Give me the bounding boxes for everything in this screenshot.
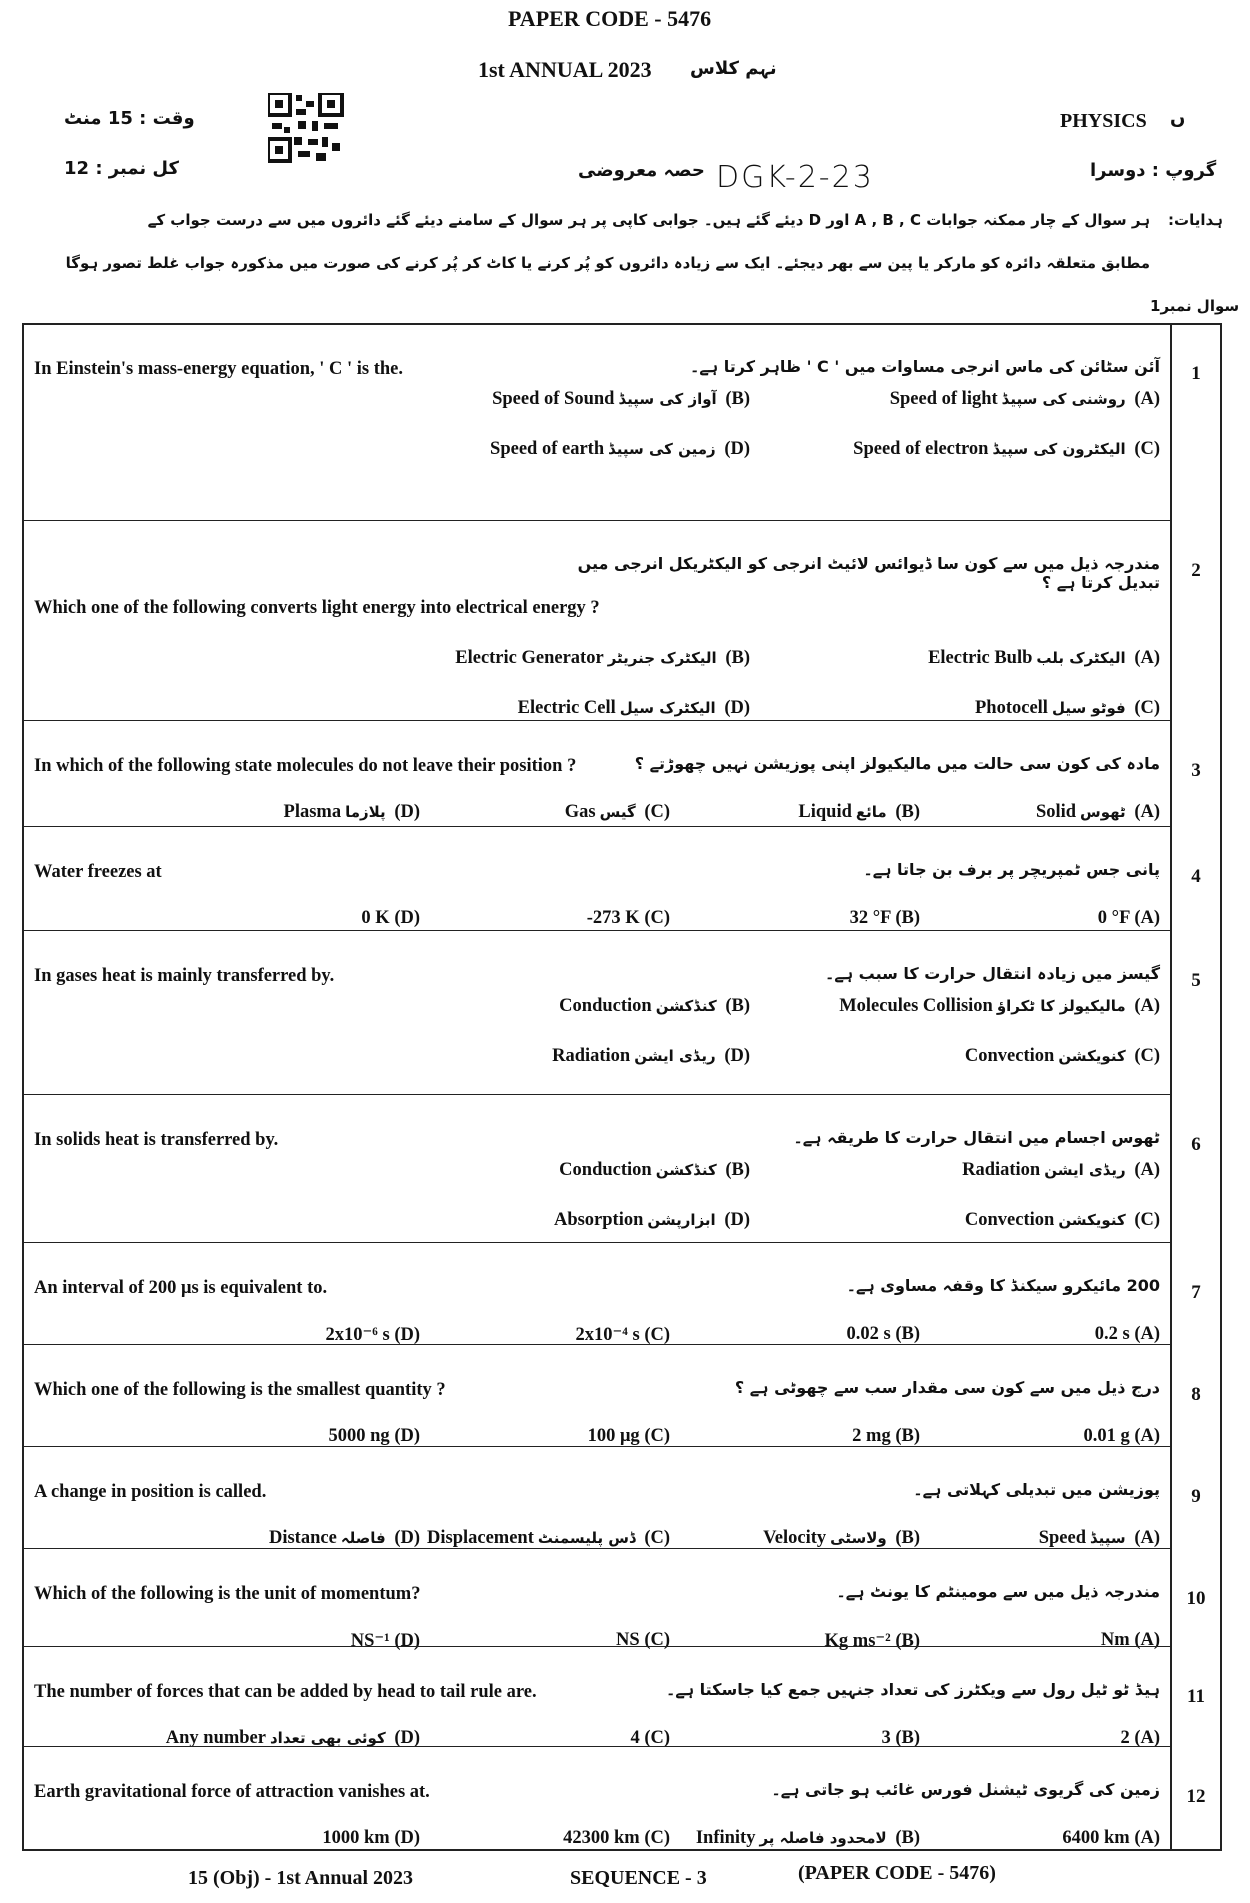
option-d: NS⁻¹ (D) <box>350 1631 420 1651</box>
row-divider <box>22 1094 1172 1095</box>
option-b: 2 mg (B) <box>852 1426 920 1446</box>
option-c: Displacement ڈس پلیسمنٹ (C) <box>427 1528 670 1548</box>
option-d: Speed of earth زمین کی سپیڈ (D) <box>490 439 750 459</box>
option-b: 3 (B) <box>881 1728 920 1748</box>
question-text-english: In gases heat is mainly transferred by. <box>34 966 335 986</box>
option-d: Electric Cell الیکٹرک سیل (D) <box>517 698 750 718</box>
option-c: Speed of electron الیکٹرون کی سپیڈ (C) <box>853 439 1160 459</box>
question-text-english: In solids heat is transferred by. <box>34 1130 279 1150</box>
subject-label: PHYSICS <box>1060 110 1147 132</box>
option-a: 6400 km (A) <box>1062 1828 1160 1848</box>
question-text-urdu: زمین کی گریوی ٹیشنل فورس غائب ہو جاتی ہے۔ <box>771 1780 1160 1799</box>
option-c: NS (C) <box>616 1630 670 1650</box>
question-text-english: Water freezes at <box>34 862 162 882</box>
qr-code-icon <box>268 93 344 163</box>
option-c: Convection کنویکشن (C) <box>964 1046 1160 1066</box>
question-text-english: Earth gravitational force of attraction vanishes at. <box>34 1782 430 1802</box>
option-c: Gas گیس (C) <box>564 802 670 822</box>
time-label: وقت : 15 منٹ <box>64 108 195 129</box>
number-column-divider <box>1170 323 1172 1851</box>
option-c: Convection کنویکشن (C) <box>964 1210 1160 1230</box>
question-number: 11 <box>1187 1686 1205 1707</box>
option-d: Plasma پلازما (D) <box>283 802 420 822</box>
option-a: Electric Bulb الیکٹرک بلب (A) <box>928 648 1160 668</box>
handwritten-code: DGK-2-23 <box>716 160 874 195</box>
question-number: 9 <box>1191 1486 1201 1507</box>
option-d: 5000 ng (D) <box>328 1426 420 1446</box>
subject-label-urdu: ں <box>1170 108 1186 129</box>
row-divider <box>22 930 1172 931</box>
question-text-urdu: مندرجہ ذیل میں سے کون سا ڈیوائس لائیٹ انرجی کو الیکٹریکل انرجی میں تبدیل کرتا ہے ؟ <box>577 554 1160 592</box>
option-d: 1000 km (D) <box>322 1828 420 1848</box>
question-number: 4 <box>1191 866 1201 887</box>
total-marks-label: کل نمبر : 12 <box>64 158 179 179</box>
option-a: Speed سپیڈ (A) <box>1038 1528 1160 1548</box>
question-number-label: سوال نمبر1 <box>1150 297 1240 315</box>
row-divider <box>22 1548 1172 1549</box>
question-number: 2 <box>1191 560 1201 581</box>
option-c: Photocell فوٹو سیل (C) <box>974 698 1160 718</box>
question-number: 1 <box>1191 363 1201 384</box>
question-number: 5 <box>1191 970 1201 991</box>
option-a: 0 °F (A) <box>1097 908 1160 928</box>
option-c: 42300 km (C) <box>563 1828 670 1848</box>
option-b: Infinity لامحدود فاصلہ پر (B) <box>695 1828 920 1848</box>
option-d: Radiation ریڈی ایشن (D) <box>552 1046 750 1066</box>
paper-code-header: PAPER CODE - 5476 <box>508 6 712 31</box>
question-text-urdu: پانی جس ٹمپریچر پر برف بن جاتا ہے۔ <box>863 860 1160 879</box>
option-a: 0.01 g (A) <box>1083 1426 1160 1446</box>
question-number: 3 <box>1191 760 1201 781</box>
option-d: 2x10⁻⁶ s (D) <box>325 1325 420 1345</box>
option-a: Nm (A) <box>1100 1630 1160 1650</box>
option-a: Speed of light روشنی کی سپیڈ (A) <box>889 389 1160 409</box>
footer-paper-code: (PAPER CODE - 5476) <box>798 1862 996 1884</box>
footer-sequence: SEQUENCE - 3 <box>570 1867 707 1889</box>
group-label: گروپ : دوسرا <box>1090 160 1217 181</box>
question-text-urdu: 200 مائیکرو سیکنڈ کا وقفہ مساوی ہے۔ <box>846 1276 1160 1295</box>
footer-left: 15 (Obj) - 1st Annual 2023 <box>188 1867 414 1889</box>
instructions-line-2: مطابق متعلقہ دائرہ کو مارکر یا پین سے بھر دیجئے۔ ایک سے زیادہ دائروں کو پُر کرنے یا کاٹ کر پُر کرنے کی صورت میں مذکورہ جواب غلط تصور ہوگا <box>65 254 1150 272</box>
question-text-english: Which one of the following converts light energy into electrical energy ? <box>34 598 600 618</box>
option-b: Velocity ولاسٹی (B) <box>763 1528 920 1548</box>
questions-table <box>22 323 1222 1851</box>
question-text-english: In which of the following state molecules do not leave their position ? <box>34 756 577 776</box>
row-divider <box>22 1746 1172 1747</box>
question-text-english: In Einstein's mass-energy equation, ' C ' is the. <box>34 359 404 379</box>
question-number: 6 <box>1191 1134 1201 1155</box>
question-number: 12 <box>1186 1786 1206 1807</box>
row-divider <box>22 1446 1172 1447</box>
option-b: Conduction کنڈکشن (B) <box>559 1160 750 1180</box>
row-divider <box>22 520 1172 521</box>
option-d: 0 K (D) <box>361 908 420 928</box>
row-divider <box>22 1344 1172 1345</box>
row-divider <box>22 826 1172 827</box>
option-b: Conduction کنڈکشن (B) <box>559 996 750 1016</box>
option-b: 0.02 s (B) <box>846 1324 920 1344</box>
option-c: 4 (C) <box>630 1728 670 1748</box>
question-text-english: An interval of 200 μs is equivalent to. <box>34 1278 328 1298</box>
option-a: 0.2 s (A) <box>1094 1324 1160 1344</box>
question-text-urdu: مندرجہ ذیل میں سے مومینٹم کا یونٹ ہے۔ <box>836 1582 1160 1601</box>
option-b: Speed of Sound آواز کی سپیڈ (B) <box>492 389 750 409</box>
option-b: Electric Generator الیکٹرک جنریٹر (B) <box>455 648 750 668</box>
option-b: Kg ms⁻² (B) <box>824 1631 920 1651</box>
row-divider <box>22 720 1172 721</box>
option-c: 2x10⁻⁴ s (C) <box>575 1325 670 1345</box>
question-text-urdu: ٹھوس اجسام میں انتقال حرارت کا طریقہ ہے۔ <box>793 1128 1160 1147</box>
question-text-urdu: مادہ کی کون سی حالت میں مالیکیولز اپنی پوزیشن نہیں چھوڑتے ؟ <box>634 754 1160 773</box>
row-divider <box>22 1242 1172 1243</box>
question-text-urdu: گیسز میں زیادہ انتقال حرارت کا سبب ہے۔ <box>824 964 1160 983</box>
question-text-english: Which one of the following is the smallest quantity ? <box>34 1380 446 1400</box>
option-b: Liquid مائع (B) <box>798 802 920 822</box>
question-number: 10 <box>1186 1588 1206 1609</box>
option-a: Molecules Collision مالیکیولز کا ٹکراؤ (A) <box>839 996 1160 1016</box>
annual-title: 1st ANNUAL 2023 <box>478 57 652 82</box>
question-text-urdu: پوزیشن میں تبدیلی کہلاتی ہے۔ <box>913 1480 1160 1499</box>
section-label: حصہ معروضی <box>578 160 705 181</box>
option-c: 100 μg (C) <box>587 1426 670 1446</box>
question-text-english: Which of the following is the unit of momentum? <box>34 1584 421 1604</box>
option-c: -273 K (C) <box>586 908 670 928</box>
question-number: 8 <box>1191 1384 1201 1405</box>
option-a: Solid ٹھوس (A) <box>1035 802 1160 822</box>
question-number: 7 <box>1191 1282 1201 1303</box>
option-d: Any number کوئی بھی تعداد (D) <box>165 1728 420 1748</box>
class-label: نہم کلاس <box>690 58 777 79</box>
option-a: Radiation ریڈی ایشن (A) <box>962 1160 1160 1180</box>
option-d: Absorption ابزارپشن (D) <box>553 1210 750 1230</box>
question-text-english: The number of forces that can be added by head to tail rule are. <box>34 1682 537 1702</box>
question-text-urdu: آئن سٹائن کی ماس انرجی مساوات میں ' C ' ظاہر کرتا ہے۔ <box>690 357 1160 376</box>
row-divider <box>22 1646 1172 1647</box>
option-d: Distance فاصلہ (D) <box>268 1528 420 1548</box>
option-a: 2 (A) <box>1120 1728 1160 1748</box>
instructions-label: ہدایات: <box>1168 211 1223 229</box>
instructions-line-1: ہر سوال کے چار ممکنہ جوابات A , B , C اور D دیئے گئے ہیں۔ جوابی کاپی پر ہر سوال کے سامنے دیئے گئے دائروں میں سے درست جواب کے <box>147 211 1150 229</box>
question-text-english: A change in position is called. <box>34 1482 267 1502</box>
question-text-urdu: ہیڈ ٹو ٹیل رول سے ویکٹرز کی تعداد جنہیں جمع کیا جاسکتا ہے۔ <box>665 1680 1160 1699</box>
option-b: 32 °F (B) <box>849 908 920 928</box>
question-text-urdu: درج ذیل میں سے کون سی مقدار سب سے چھوٹی ہے ؟ <box>734 1378 1160 1397</box>
